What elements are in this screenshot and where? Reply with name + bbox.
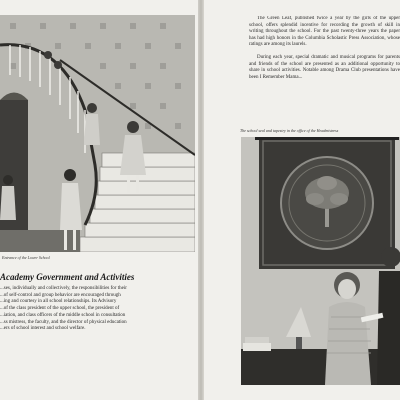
- section-heading: Academy Government and Activities: [0, 272, 135, 282]
- left-body-line: ...ers of school interest and school welfare.: [0, 326, 86, 332]
- left-body-line: ...of self-control and group behavior are encouraged through: [0, 292, 121, 298]
- left-body-line: ...ing and courtesy in all school relationships. Its Advisory: [0, 299, 117, 305]
- paragraph-green-leaf: The Green Leaf, published twice a year by the girls of the upper school, offers splendid incentive for recording the growth of skill in writing throughout the school. For the past twenty-three years the paper has had high honors in the Columbia Scholastic Press Association, whose ratings are among its laurels.: [249, 16, 400, 48]
- office-photo-caption: The school seal and tapestry in the office of the Headmistress: [240, 128, 339, 133]
- left-body-text: [0, 286, 193, 333]
- left-body-line: ...of the class president of the upper school, the president of: [0, 306, 120, 312]
- left-body-line: ...iation, and class officers of the middle school in consultation: [0, 312, 126, 318]
- left-body-line: ...ss mistress, the faculty, and the director of physical education: [0, 319, 127, 325]
- paragraph-drama: During each year, special dramatic and musical programs for parents and friends of the school are presented as an additional opportunity to share in school activities. Notable among Drama Club presentations have been I Remember Mama...: [249, 54, 400, 80]
- office-photo: [241, 137, 400, 385]
- staircase-photo: [0, 15, 195, 252]
- left-body-line: ...ses, individually and collectively, the responsibilities for their: [0, 286, 127, 291]
- page-gutter: [198, 0, 204, 400]
- staircase-photo-caption: Entrance of the Lower School: [2, 255, 50, 260]
- desk: [241, 349, 400, 385]
- right-body-text: [249, 16, 400, 87]
